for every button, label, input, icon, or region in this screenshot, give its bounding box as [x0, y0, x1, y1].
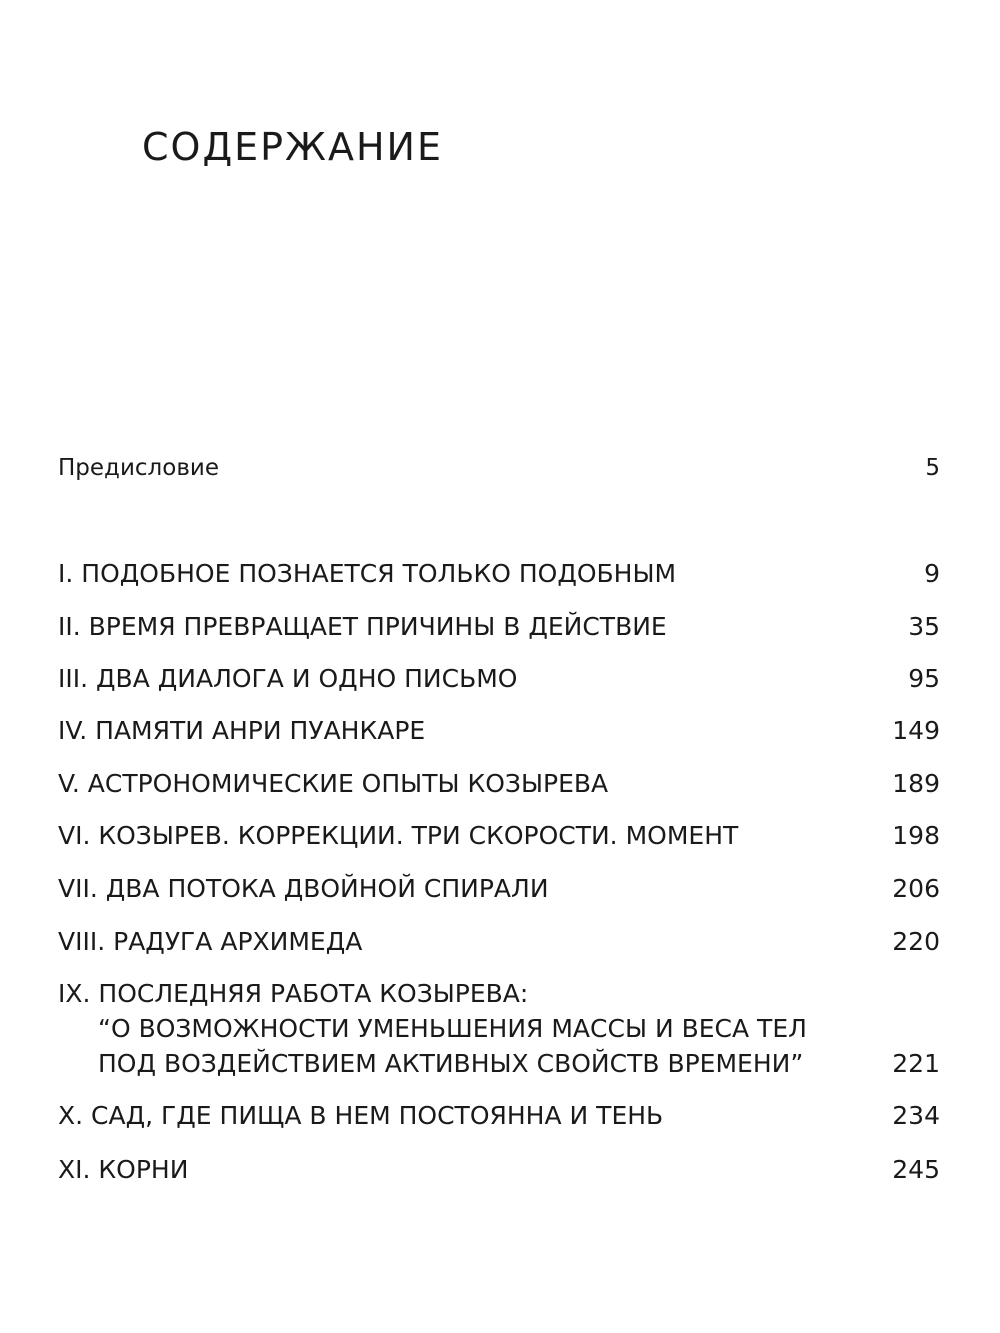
toc-entry-page: 5: [925, 455, 940, 481]
toc-entry-title: IX. ПОСЛЕДНЯЯ РАБОТА КОЗЫРЕВА:: [58, 979, 529, 1008]
toc-entry-page: 35: [908, 612, 940, 641]
toc-entry-title: I. ПОДОБНОЕ ПОЗНАЕТСЯ ТОЛЬКО ПОДОБНЫМ: [58, 559, 677, 588]
toc-entry-title: II. ВРЕМЯ ПРЕВРАЩАЕТ ПРИЧИНЫ В ДЕЙСТВИЕ: [58, 612, 667, 641]
toc-entry-title: VII. ДВА ПОТОКА ДВОЙНОЙ СПИРАЛИ: [58, 874, 549, 903]
toc-entry-title: V. АСТРОНОМИЧЕСКИЕ ОПЫТЫ КОЗЫРЕВА: [58, 769, 609, 798]
toc-entry-title: X. САД, ГДЕ ПИЩА В НЕМ ПОСТОЯННА И ТЕНЬ: [58, 1101, 664, 1130]
toc-entry-title: Предисловие: [58, 455, 219, 481]
toc-entry-page: 95: [908, 664, 940, 693]
toc-entry-page: 189: [892, 769, 940, 798]
toc-entry-page: 245: [892, 1155, 940, 1184]
toc-entry-page: 206: [892, 874, 940, 903]
toc-entry-page: 149: [892, 716, 940, 745]
toc-entry-page: 198: [892, 821, 940, 850]
toc-entry-title: VIII. РАДУГА АРХИМЕДА: [58, 927, 363, 956]
toc-entry-page: 221: [892, 1049, 940, 1078]
toc-entry-page: 9: [924, 559, 940, 588]
toc-entry-chapter-9: [58, 981, 940, 1081]
toc-entry-title: III. ДВА ДИАЛОГА И ОДНО ПИСЬМО: [58, 664, 518, 693]
toc-entry-page: 220: [892, 927, 940, 956]
toc-entry-title: VI. КОЗЫРЕВ. КОРРЕКЦИИ. ТРИ СКОРОСТИ. МОМЕНТ: [58, 821, 739, 850]
toc-entry-page: 234: [892, 1101, 940, 1130]
toc-entry-title: IV. ПАМЯТИ АНРИ ПУАНКАРЕ: [58, 716, 426, 745]
page-title: СОДЕРЖАНИЕ: [142, 125, 443, 169]
toc-entry-subtitle-line: “О ВОЗМОЖНОСТИ УМЕНЬШЕНИЯ МАССЫ И ВЕСА ТЕЛ: [98, 1014, 807, 1043]
toc-entry-title: XI. КОРНИ: [58, 1155, 189, 1184]
toc-entry-subtitle-line: ПОД ВОЗДЕЙСТВИЕМ АКТИВНЫХ СВОЙСТВ ВРЕМЕНИ”: [98, 1049, 804, 1078]
